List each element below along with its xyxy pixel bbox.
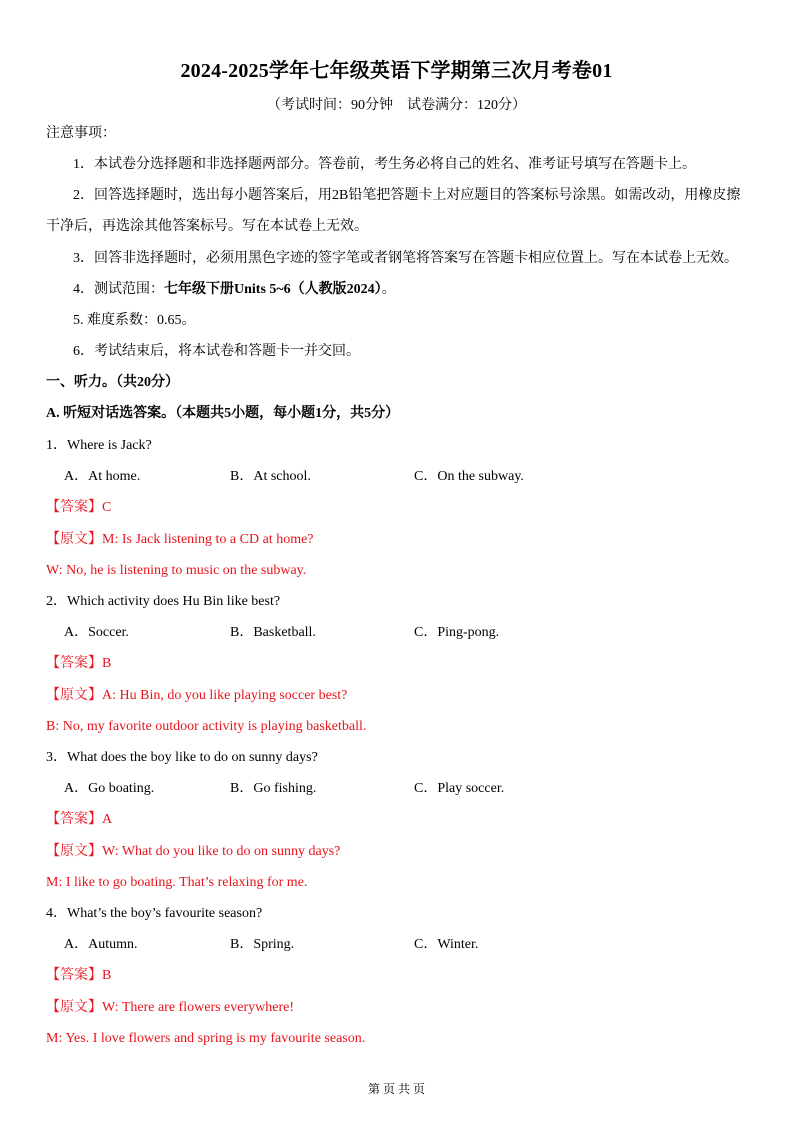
script-line: M: I like to go boating. That’s relaxing for me. bbox=[46, 875, 308, 890]
option-a: A．Soccer. bbox=[64, 625, 129, 640]
script-line: 【原文】W: There are flowers everywhere! bbox=[46, 1000, 295, 1015]
option-a: A．Autumn. bbox=[64, 937, 138, 952]
part-a-heading: A. 听短对话选答案。（本题共5小题，每小题1分，共5分） bbox=[46, 406, 400, 421]
option-c: C．Play soccer. bbox=[414, 781, 505, 796]
answer-line: 【答案】A bbox=[46, 812, 113, 827]
notice-item: 6．考试结束后，将本试卷和答题卡一并交回。 bbox=[73, 344, 360, 359]
notice-item: 3．回答非选择题时，必须用黑色字迹的签字笔或者钢笔将答案写在答题卡相应位置上。写在本试卷上无效。 bbox=[73, 251, 738, 266]
option-c: C．Ping-pong. bbox=[414, 625, 500, 640]
notice-item: 干净后，再选涂其他答案标号。写在本试卷上无效。 bbox=[46, 219, 368, 234]
script-line: M: Yes. I love flowers and spring is my favourite season. bbox=[46, 1031, 366, 1046]
notice-heading: 注意事项： bbox=[46, 126, 116, 141]
answer-line: 【答案】C bbox=[46, 500, 112, 515]
option-c: C．Winter. bbox=[414, 937, 479, 952]
notice-item: 1．本试卷分选择题和非选择题两部分。答卷前，考生务必将自己的姓名、准考证号填写在答题卡上。 bbox=[73, 157, 696, 172]
option-a: A．At home. bbox=[64, 469, 141, 484]
script-line: B: No, my favorite outdoor activity is playing basketball. bbox=[46, 719, 367, 734]
question-stem: 4．What’s the boy’s favourite season? bbox=[46, 906, 263, 921]
scope-range: 七年级下册Units 5~6（人教版2024） bbox=[164, 282, 382, 297]
option-b: B．At school. bbox=[230, 469, 311, 484]
scope-suffix: 。 bbox=[381, 282, 396, 297]
exam-title: 2024-2025学年七年级英语下学期第三次月考卷01 bbox=[180, 60, 613, 82]
question-stem: 2．Which activity does Hu Bin like best? bbox=[46, 594, 281, 609]
option-b: B．Spring. bbox=[230, 937, 295, 952]
notice-item: 2．回答选择题时，选出每小题答案后，用2B铅笔把答题卡上对应题目的答案标号涂黑。如需改动，用橡皮擦 bbox=[73, 188, 741, 203]
page-footer: 第 页 共 页 bbox=[367, 1082, 425, 1096]
scope-prefix: 4．测试范围： bbox=[73, 282, 164, 297]
option-c: C．On the subway. bbox=[414, 469, 524, 484]
notice-scope bbox=[73, 281, 396, 299]
option-b: B．Basketball. bbox=[230, 625, 316, 640]
option-a: A．Go boating. bbox=[64, 781, 155, 796]
script-line: W: No, he is listening to music on the subway. bbox=[46, 563, 307, 578]
section-heading: 一、听力。（共20分） bbox=[46, 375, 179, 390]
notice-item: 5. 难度系数：0.65。 bbox=[73, 313, 196, 328]
script-line: 【原文】M: Is Jack listening to a CD at home? bbox=[46, 532, 314, 547]
question-stem: 1．Where is Jack? bbox=[46, 438, 152, 453]
script-line: 【原文】W: What do you like to do on sunny days? bbox=[46, 844, 341, 859]
script-line: 【原文】A: Hu Bin, do you like playing soccer best? bbox=[46, 688, 348, 703]
answer-line: 【答案】B bbox=[46, 968, 112, 983]
option-b: B．Go fishing. bbox=[230, 781, 317, 796]
exam-subtitle: （考试时间：90分钟 试卷满分：120分） bbox=[267, 98, 526, 113]
question-stem: 3．What does the boy like to do on sunny days? bbox=[46, 750, 318, 765]
answer-line: 【答案】B bbox=[46, 656, 112, 671]
